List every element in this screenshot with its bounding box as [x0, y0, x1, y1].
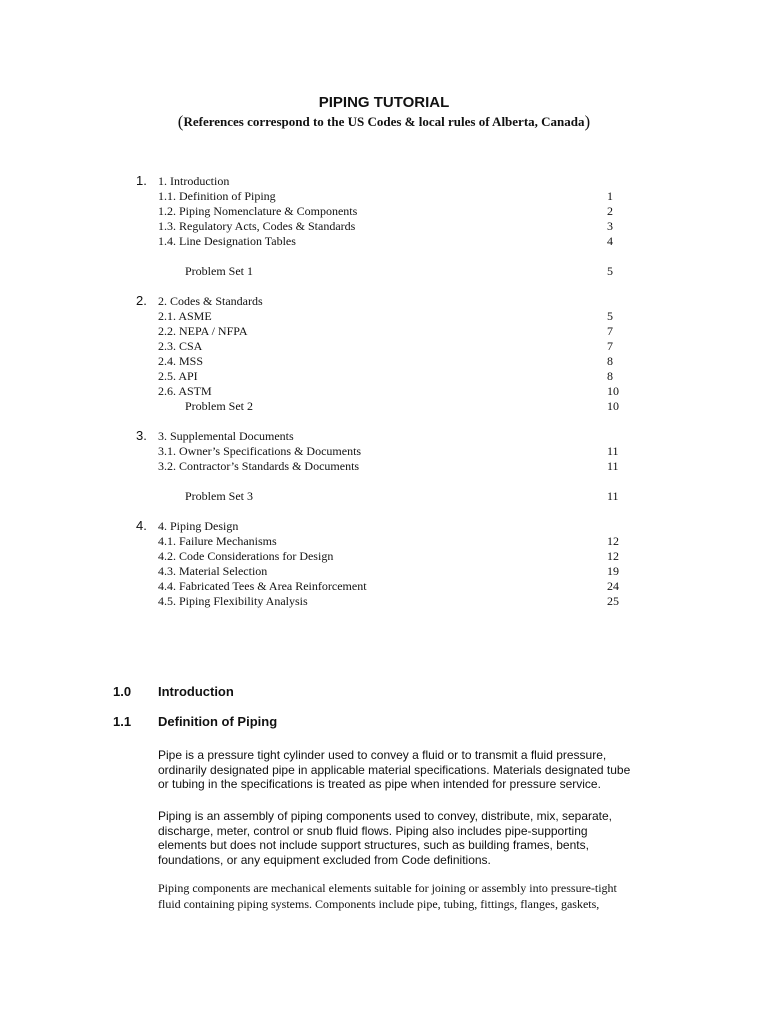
toc-item: 1.2. Piping Nomenclature & Components: [158, 204, 358, 218]
toc-page-number: 11: [607, 489, 619, 503]
toc-section-heading: 1. Introduction: [158, 174, 230, 188]
toc-item: 1.1. Definition of Piping: [158, 189, 276, 203]
toc-item: 2.6. ASTM: [158, 384, 212, 398]
toc-page-number: 5: [607, 264, 613, 278]
toc-item: 4.1. Failure Mechanisms: [158, 534, 277, 548]
toc-page-number: 4: [607, 234, 613, 248]
document-title: PIPING TUTORIAL: [318, 94, 450, 111]
toc-section-marker: 3.: [136, 428, 147, 443]
toc-item: 1.4. Line Designation Tables: [158, 234, 296, 248]
toc-item: 2.4. MSS: [158, 354, 204, 368]
toc-item: 4.5. Piping Flexibility Analysis: [158, 594, 308, 608]
toc-page-number: 12: [607, 549, 619, 563]
toc-section-marker: 1.: [136, 173, 147, 188]
document-subtitle: [0, 112, 768, 132]
toc-section-marker: 4.: [136, 518, 147, 533]
paragraph: Pipe is a pressure tight cylinder used to convey a fluid or to transmit a fluid pressure, ordinarily designated pipe in applicable material specifications. Materials designated tube or tubing in the specifications is treated as pipe when intended for pressure service.: [158, 748, 631, 791]
paragraph: Piping is an assembly of piping components used to convey, distribute, mix, separate, discharge, meter, control or snub fluid flows. Piping also includes pipe-supporting elements but does not include support structures, such as building frames, bents, foundations, or any equipment excluded from Code definitions.: [158, 809, 613, 867]
toc-page-number: 24: [607, 579, 619, 593]
toc-item: 2.3. CSA: [158, 339, 203, 353]
toc-item: 3.1. Owner’s Specifications & Documents: [158, 444, 362, 458]
toc-page-number: 2: [607, 204, 613, 218]
toc-section-heading: 4. Piping Design: [158, 519, 239, 533]
toc-item: 4.4. Fabricated Tees & Area Reinforcement: [158, 579, 367, 593]
subtitle-open-paren: (: [177, 112, 184, 131]
subsection-heading: Definition of Piping: [158, 714, 278, 729]
toc-item: 2.2. NEPA / NFPA: [158, 324, 248, 338]
paragraph: Piping components are mechanical elements suitable for joining or assembly into pressure-tight fluid containing piping systems. Components include pipe, tubing, fittings, flanges, gaskets,: [158, 881, 617, 911]
toc-problem-set: Problem Set 1: [185, 264, 253, 278]
toc-page-number: 3: [607, 219, 613, 233]
toc-page-number: 19: [607, 564, 619, 578]
toc-page-number: 8: [607, 354, 613, 368]
toc-page-number: 10: [607, 384, 619, 398]
subtitle-close-paren: ): [584, 112, 591, 131]
toc-page-number: 12: [607, 534, 619, 548]
toc-item: 1.3. Regulatory Acts, Codes & Standards: [158, 219, 356, 233]
toc-item: 4.3. Material Selection: [158, 564, 268, 578]
toc-problem-set: Problem Set 2: [185, 399, 253, 413]
section-heading: Introduction: [158, 684, 234, 699]
toc-page-number: 10: [607, 399, 619, 413]
toc-item: 4.2. Code Considerations for Design: [158, 549, 334, 563]
toc-page-number: 8: [607, 369, 613, 383]
toc-section-marker: 2.: [136, 293, 147, 308]
toc-section-heading: 2. Codes & Standards: [158, 294, 263, 308]
subsection-number: 1.1: [113, 714, 132, 729]
toc-page-number: 11: [607, 444, 619, 458]
toc-page-number: 11: [607, 459, 619, 473]
subtitle-text: References correspond to the US Codes & local rules of Alberta, Canada: [183, 114, 585, 129]
toc-item: 2.5. API: [158, 369, 198, 383]
section-number: 1.0: [113, 684, 132, 699]
toc-page-number: 1: [607, 189, 613, 203]
toc-section-heading: 3. Supplemental Documents: [158, 429, 294, 443]
toc-page-number: 25: [607, 594, 619, 608]
toc-item: 3.2. Contractor’s Standards & Documents: [158, 459, 360, 473]
toc-item: 2.1. ASME: [158, 309, 212, 323]
toc-problem-set: Problem Set 3: [185, 489, 253, 503]
toc-page-number: 7: [607, 324, 613, 338]
toc-page-number: 5: [607, 309, 613, 323]
toc-page-number: 7: [607, 339, 613, 353]
